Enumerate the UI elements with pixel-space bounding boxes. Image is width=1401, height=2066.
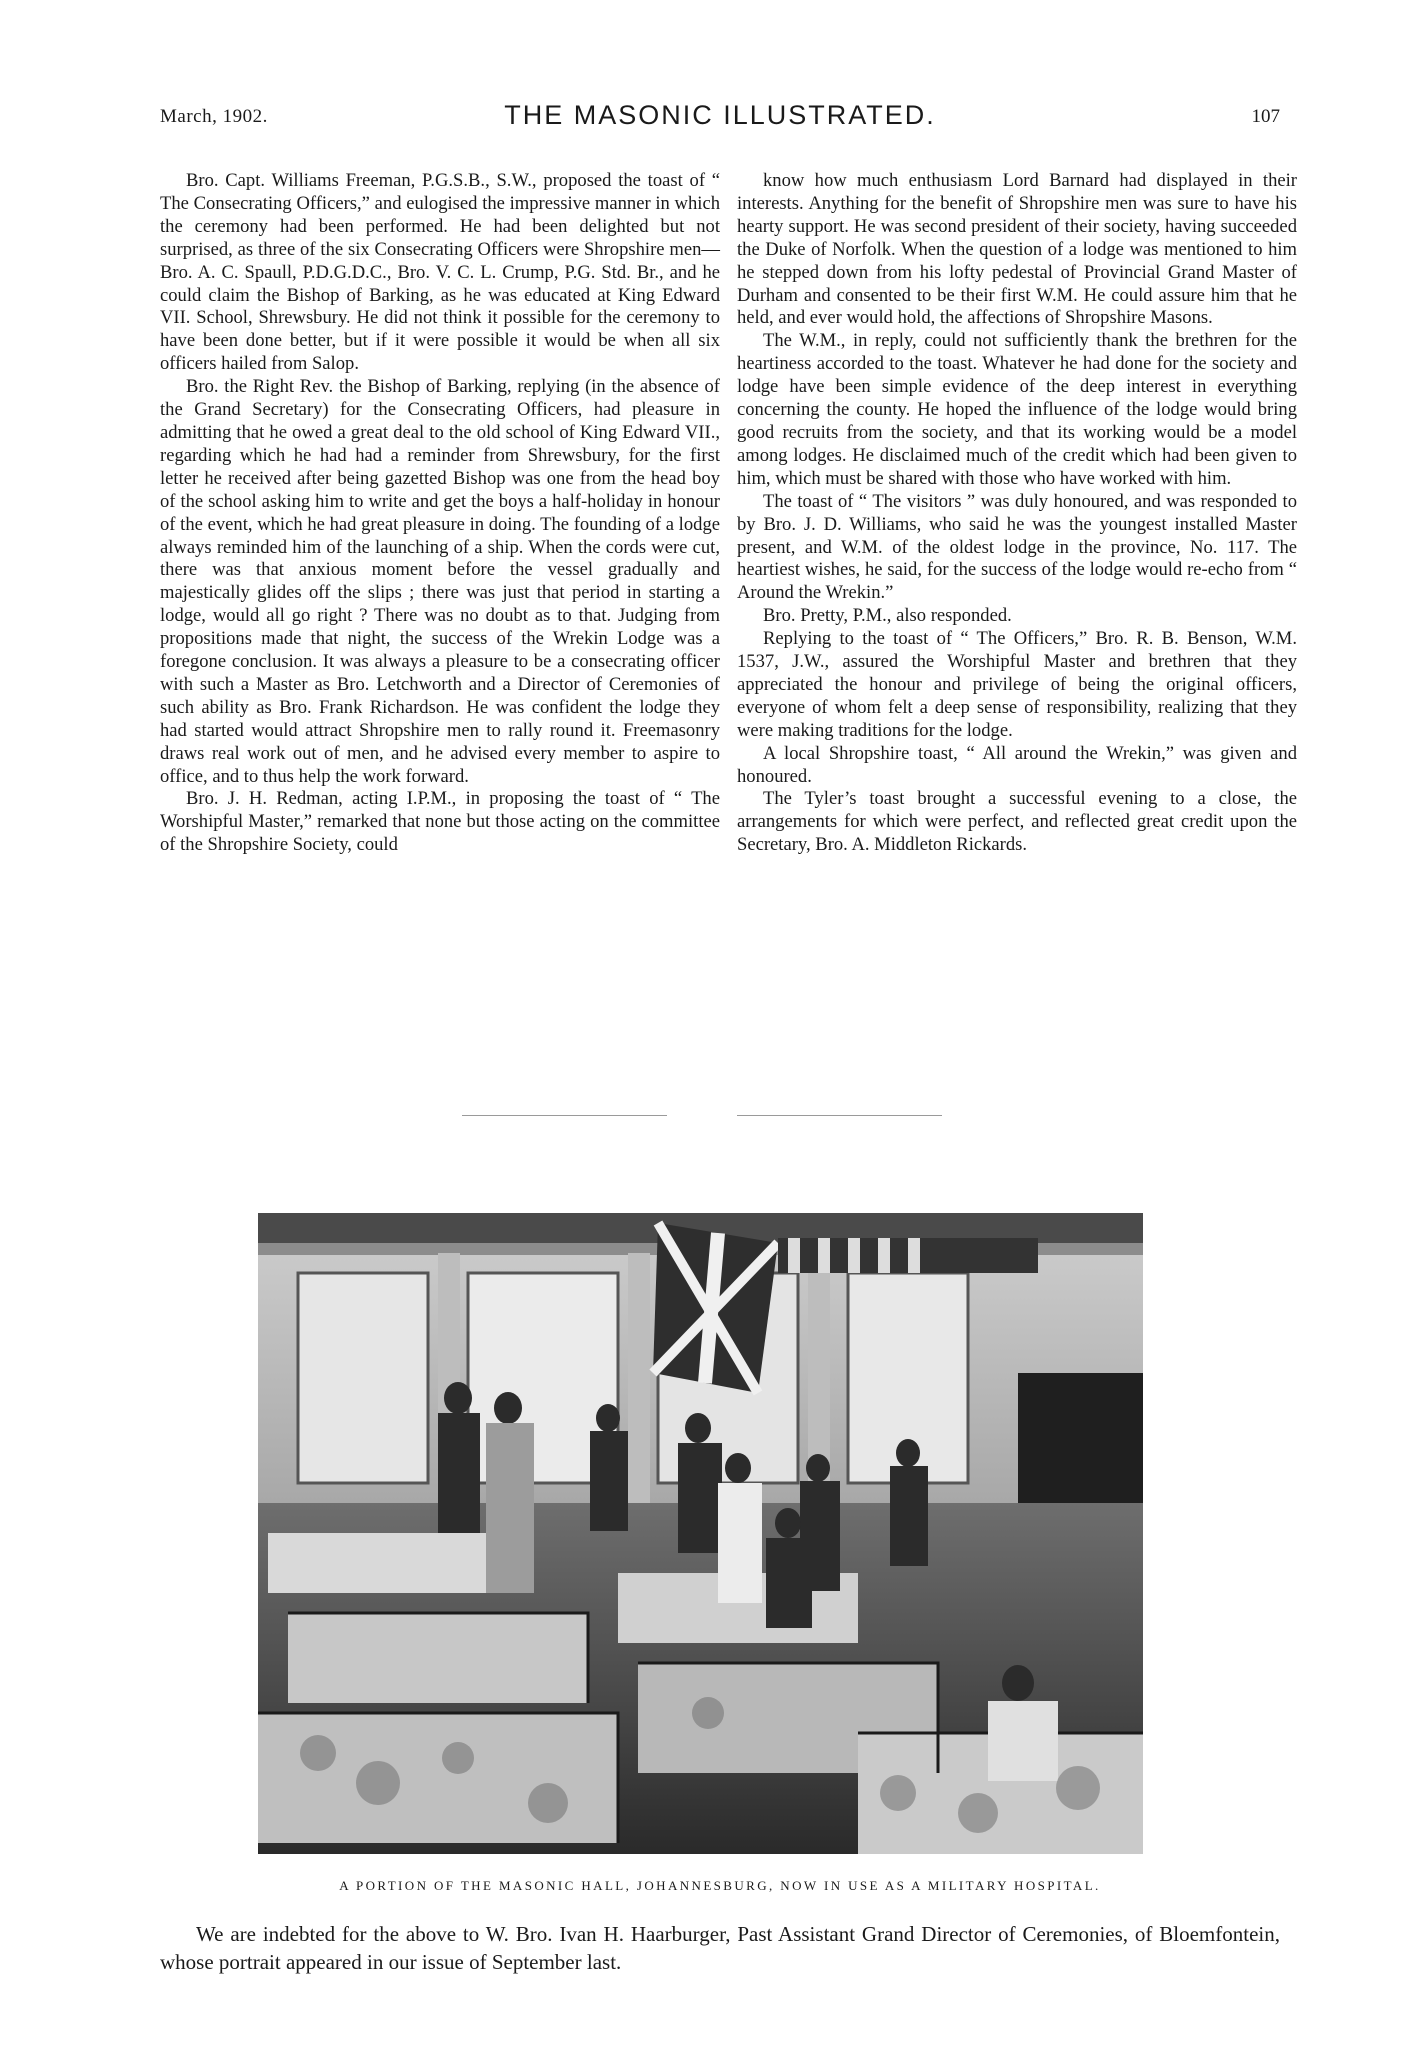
- page-number: 107: [1251, 106, 1280, 127]
- paragraph: Bro. J. H. Redman, acting I.P.M., in proposing the toast of “ The Worshipful Master,” remarked that none but those acting on the committee of the Shropshire Society, could: [160, 788, 720, 856]
- section-divider: [462, 1115, 667, 1116]
- paragraph: The W.M., in reply, could not sufficiently thank the brethren for the heartiness accorded to the toast. Whatever he had done for the society and lodge have been simple evidence of the deep interest in everything concerning the county. He hoped the influence of the lodge would bring good recruits from the society, and that its working would be a model among lodges. He disclaimed much of the credit which had been given to him, which must be shared with those who have worked with him.: [737, 330, 1297, 489]
- section-divider: [737, 1115, 942, 1116]
- page-header: [160, 100, 1280, 140]
- paragraph: The Tyler’s toast brought a successful evening to a close, the arrangements for which were perfect, and reflected great credit upon the Secretary, Bro. A. Middleton Rickards.: [737, 788, 1297, 856]
- acknowledgement-note: [160, 1920, 1280, 1976]
- paragraph: Bro. the Right Rev. the Bishop of Barking, replying (in the absence of the Grand Secretary) for the Consecrating Officers, had pleasure in admitting that he owed a great deal to the old school of King Edward VII., regarding which he had had a reminder from Shrewsbury, for the first letter he received after being gazetted Bishop was one from the head boy of the school asking him to write and get the boys a half-holiday in honour of the event, which he had great pleasure in doing. The founding of a lodge always reminded him of the launching of a ship. When the cords were cut, there was that anxious moment before the vessel gradually and majestically glides off the slips ; there was just that period in starting a lodge, would all go right ? There was no doubt as to that. Judging from propositions made that night, the success of the Wrekin Lodge was a foregone conclusion. It was always a pleasure to be a consecrating officer with such a Master as Bro. Letchworth and a Director of Ceremonies of such ability as Bro. Frank Richardson. He was confident the lodge they had started would attract Shropshire men to rally round it. Freemasonry draws real work out of men, and he advised every member to aspire to office, and to thus help the work forward.: [160, 376, 720, 787]
- paragraph: Bro. Pretty, P.M., also responded.: [763, 605, 1012, 627]
- left-column: [160, 170, 720, 857]
- hospital-photograph: [258, 1213, 1143, 1854]
- right-column: [737, 170, 1297, 857]
- photo-illustration: [258, 1213, 1143, 1854]
- paragraph: Bro. Capt. Williams Freeman, P.G.S.B., S.W., proposed the toast of “ The Consecrating Officers,” and eulogised the impressive manner in which the ceremony had been performed. He had been delighted but not surprised, as three of the six Consecrating Officers were Shropshire men—Bro. A. C. Spaull, P.D.G.D.C., Bro. V. C. L. Crump, P.G. Std. Br., and he could claim the Bishop of Barking, as he was educated at King Edward VII. School, Shrewsbury. He did not think it possible for the ceremony to have been done better, but if it were possible it would be when all six officers hailed from Salop.: [160, 170, 720, 375]
- paragraph: A local Shropshire toast, “ All around the Wrekin,” was given and honoured.: [737, 742, 1297, 787]
- paragraph: The toast of “ The visitors ” was duly honoured, and was responded to by Bro. J. D. Williams, who said he was the youngest installed Master present, and W.M. of the oldest lodge in the province, No. 117. The heartiest wishes, he said, for the success of the lodge would re-echo from “ Around the Wrekin.”: [737, 490, 1297, 604]
- publication-title: THE MASONIC ILLUSTRATED.: [504, 100, 936, 130]
- paragraph: know how much enthusiasm Lord Barnard had displayed in their interests. Anything for the benefit of Shropshire men was sure to have his hearty support. He was second president of their society, having succeeded the Duke of Norfolk. When the question of a lodge was mentioned to him he stepped down from his lofty pedestal of Provincial Grand Master of Durham and consented to be their first W.M. He could assure him that he held, and ever would hold, the affections of Shropshire Masons.: [737, 170, 1297, 329]
- photo-caption: A PORTION OF THE MASONIC HALL, JOHANNESBURG, NOW IN USE AS A MILITARY HOSPITAL.: [339, 1878, 1101, 1893]
- note-text: We are indebted for the above to W. Bro. Ivan H. Haarburger, Past Assistant Grand Director of Ceremonies, of Bloemfontein, whose portrait appeared in our issue of September last.: [160, 1922, 1280, 1974]
- paragraph: Replying to the toast of “ The Officers,” Bro. R. B. Benson, W.M. 1537, J.W., assured the Worshipful Master and brethren that they appreciated the honour and privilege of being the original officers, everyone of whom felt a deep sense of responsibility, realizing that they were making traditions for the lodge.: [737, 628, 1297, 741]
- issue-date: March, 1902.: [160, 106, 268, 127]
